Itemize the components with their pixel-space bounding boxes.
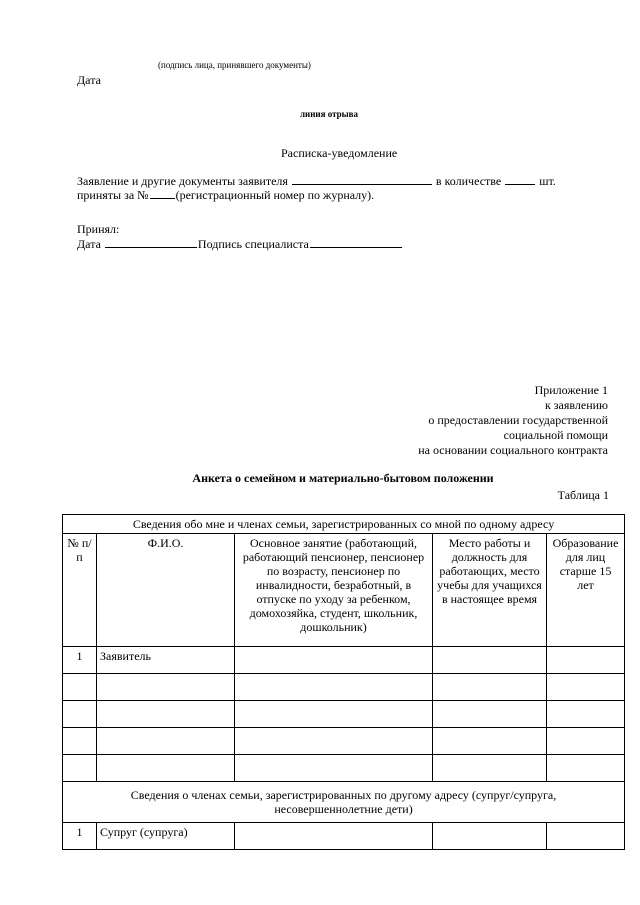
table-cell[interactable] xyxy=(433,823,547,850)
section1-heading: Сведения обо мне и членах семьи, зарегистрированных со мной по одному адресу xyxy=(63,515,625,534)
signature-caption: (подпись лица, принявшего документы) xyxy=(158,60,311,70)
table-cell[interactable] xyxy=(235,728,433,755)
specialist-signature-blank[interactable] xyxy=(310,236,402,248)
table-cell[interactable] xyxy=(547,701,625,728)
table-row xyxy=(63,674,625,701)
appendix-line: на основании социального контракта xyxy=(418,443,608,457)
table-cell[interactable] xyxy=(547,823,625,850)
questionnaire-title: Анкета о семейном и материально-бытовом положении xyxy=(192,471,494,485)
table-cell[interactable] xyxy=(235,823,433,850)
table-cell[interactable] xyxy=(547,728,625,755)
header-workplace: Место работы и должность для работающих, место учебы для учащихся в настоящее время xyxy=(433,534,547,647)
table-row xyxy=(63,701,625,728)
pieces-text: шт. xyxy=(539,174,556,188)
header-education: Образование для лиц старше 15 лет xyxy=(547,534,625,647)
section2-heading: Сведения о членах семьи, зарегистрированных по другому адресу (супруг/супруга, несовершеннолетние дети) xyxy=(63,782,625,823)
table-cell[interactable] xyxy=(235,701,433,728)
table-cell[interactable] xyxy=(433,701,547,728)
appendix-line: о предоставлении государственной xyxy=(428,413,608,427)
accepted-number-text: приняты за № xyxy=(77,188,149,202)
specialist-signature-line xyxy=(77,236,403,252)
receipt-line-2 xyxy=(77,187,374,203)
table-cell[interactable] xyxy=(433,674,547,701)
tear-line-label: линия отрыва xyxy=(300,109,359,119)
header-occupation: Основное занятие (работающий, работающий пенсионер, пенсионер по возрасту, пенсионер по инвалидности, безработный, в отпуске по уходу за ребенком, домохозяйка, студент, школьник, дошкольник) xyxy=(235,534,433,647)
family-info-table xyxy=(62,514,625,850)
table-cell[interactable] xyxy=(97,728,235,755)
quantity-text: в количестве xyxy=(435,174,502,188)
table-cell[interactable] xyxy=(63,701,97,728)
section-row xyxy=(63,782,625,823)
table-cell[interactable] xyxy=(63,728,97,755)
table-row xyxy=(63,728,625,755)
table-cell[interactable] xyxy=(63,755,97,782)
receipt-date-label: Дата xyxy=(77,237,101,251)
table-cell[interactable] xyxy=(547,755,625,782)
table-cell[interactable] xyxy=(97,701,235,728)
table-cell[interactable] xyxy=(547,674,625,701)
table-row xyxy=(63,823,625,850)
section-row xyxy=(63,515,625,534)
table-row xyxy=(63,755,625,782)
table-cell[interactable] xyxy=(433,647,547,674)
accepted-label: Принял: xyxy=(77,222,120,236)
appendix-block xyxy=(348,383,608,458)
registration-number-blank[interactable] xyxy=(150,187,175,199)
table-cell[interactable] xyxy=(235,755,433,782)
row-number: 1 xyxy=(63,647,97,674)
appendix-line: Приложение 1 xyxy=(534,383,608,397)
row-name: Заявитель xyxy=(97,647,235,674)
appendix-line: к заявлению xyxy=(544,398,608,412)
header-fio: Ф.И.О. xyxy=(97,534,235,647)
table-cell[interactable] xyxy=(235,647,433,674)
table-cell[interactable] xyxy=(63,674,97,701)
date-label-top: Дата xyxy=(77,73,101,87)
receipt-line1-text: Заявление и другие документы заявителя xyxy=(77,174,288,188)
table-cell[interactable] xyxy=(235,674,433,701)
row-number: 1 xyxy=(63,823,97,850)
table-row xyxy=(63,647,625,674)
applicant-blank[interactable] xyxy=(292,173,432,185)
table-cell[interactable] xyxy=(433,755,547,782)
table-cell[interactable] xyxy=(547,647,625,674)
table-cell[interactable] xyxy=(433,728,547,755)
receipt-title: Расписка-уведомление xyxy=(281,146,398,160)
table-number: Таблица 1 xyxy=(557,488,609,502)
header-row xyxy=(63,534,625,647)
table-cell[interactable] xyxy=(97,674,235,701)
receipt-date-blank[interactable] xyxy=(105,236,197,248)
table-cell[interactable] xyxy=(97,755,235,782)
row-name: Супруг (супруга) xyxy=(97,823,235,850)
specialist-signature-label: Подпись специалиста xyxy=(197,237,309,251)
quantity-blank[interactable] xyxy=(505,173,535,185)
registration-note: (регистрационный номер по журналу). xyxy=(175,188,375,202)
header-number: № п/п xyxy=(63,534,97,647)
appendix-line: социальной помощи xyxy=(503,428,608,442)
